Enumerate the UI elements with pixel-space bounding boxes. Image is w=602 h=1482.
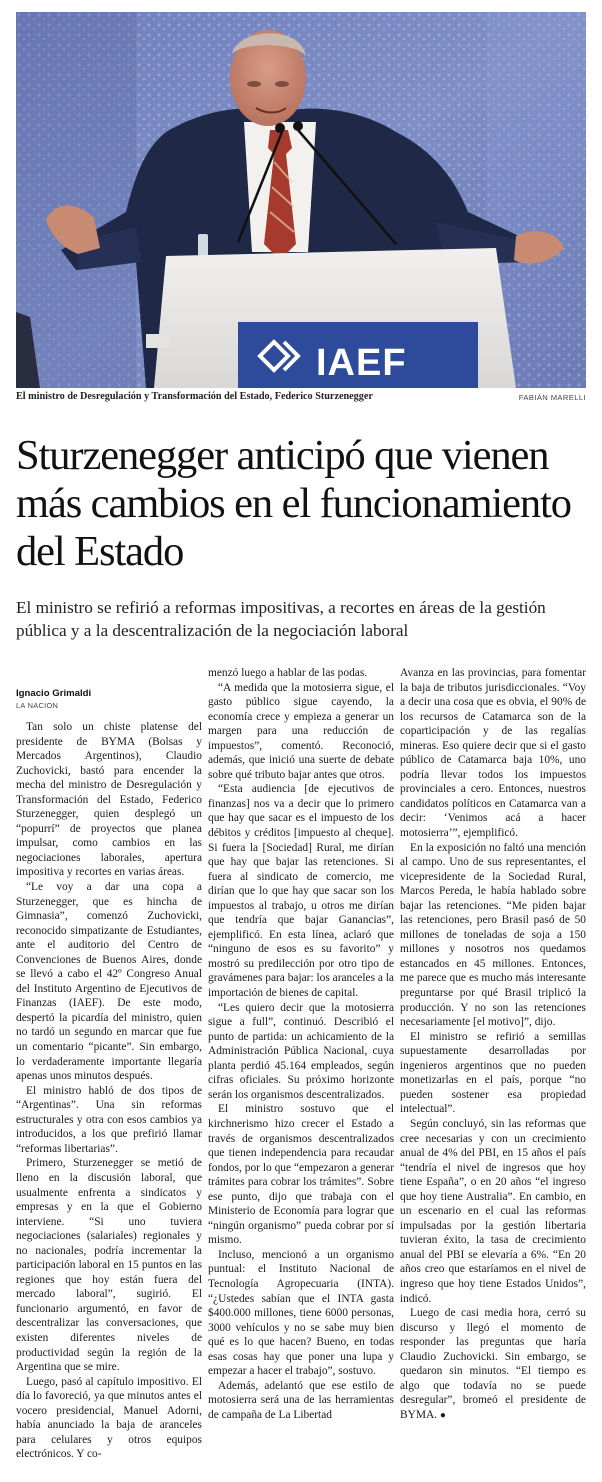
paragraph: “Les quiero decir que la motosierra sigue a full”, continuó. Describió el punto de partida: un achicamiento de la Administración Pública Nacional, cuya planta perdió 45.164 empleados, según cifras oficiales. Su próximo horizonte serán los organismos descentralizados.	[208, 1001, 394, 1101]
paragraph: Además, adelantó que ese estilo de motosierra será una de las herramientas de campaña de La Libertad	[208, 1379, 394, 1421]
paragraph: El ministro sostuvo que el kirchnerismo hizo crecer el Estado a través de organismos descentralizados que tienen independencia para recaudar fondos, por lo que “empezaron a generar trámites para cobrar los trámites”. Sobre ese punto, dijo que trabaja con el Ministerio de Economía para lograr que “ningún organismo” pueda cobrar por sí mismo.	[208, 1103, 394, 1247]
end-mark-icon: ●	[439, 1409, 446, 1421]
paragraph: “Esta audiencia [de ejecutivos de finanzas] nos va a decir que lo primero que hay que sacar es el impuesto de los débitos y créditos [impuesto al cheque]. Si fuera la [Sociedad] Rural, me dirían que hay que bajar las retenciones. Si fuera al sindicato de comercio, me dirían que lo que hay que sacar son los impuestos al trabajo, u otros me dirían que tendría que bajar Ganancias”, ejemplificó. En esta línea, aclaró que “ninguno de esos es su favorito” y mostró su predilección por otro tipo de gravámenes para bajar: los aranceles a la importación de bienes de capital.	[208, 783, 394, 1000]
speaker-photo	[16, 12, 586, 388]
photo-caption: El ministro de Desregulación y Transformación del Estado, Federico Sturzenegger	[16, 391, 373, 402]
article-column-1	[16, 666, 202, 1462]
headline: Sturzenegger anticipó que vienen más cambios en el funcionamiento del Estado	[16, 432, 571, 575]
article-column-2	[208, 666, 394, 1422]
paragraph: Incluso, mencionó a un organismo puntual: el Instituto Nacional de Tecnología Agropecuaria (INTA). “¿Ustedes sabían que el INTA gasta $400.000 millones, tiene 6000 personas, 3000 vehículos y no se sabe muy bien qué es lo que hacen? Bueno, en todas esas cosas hay que poner una lupa y empezar a hacer el trabajo”, sostuvo.	[208, 1248, 394, 1378]
photo-credit: FABIÁN MARELLI	[518, 393, 586, 402]
photo-caption-bar	[16, 390, 586, 406]
last-paragraph-text: Luego de casi media hora, cerró su discurso y llegó el momento de responder las preguntas que haría Claudio Zuchovicki. Sin embargo, se quedaron sin minutos. “El tiempo es algo que todavía no se puede desregular”, bromeó el presidente de BYMA.	[400, 1307, 586, 1421]
paragraph: “Le voy a dar una copa a Sturzenegger, que es hincha de Gimnasia”, comenzó Zuchovicki, reconocido simpatizante de Estudiantes, ante el auditorio del Centro de Convenciones de Buenos Aires, donde se llevó a cabo el 42º Congreso Anual del Instituto Argentino de Ejecutivos de Finanzas (IAEF). De este modo, despertó la picardía del ministro, quien no tardó un segundo en marcar que fue un comentario “picante”. Sin embargo, lo verdaderamente importante llegaría apenas unos minutos después.	[16, 881, 202, 1083]
article-photo	[16, 12, 586, 388]
article-column-3	[400, 666, 586, 1423]
byline-outlet: LA NACION	[16, 701, 59, 710]
lectern-logo-text: IAEF	[316, 342, 407, 384]
paragraph: En la exposición no faltó una mención al campo. Uno de sus representantes, el vicepresidente de la Sociedad Rural, Marcos Pereda, le había hablado sobre bajar las retenciones. “Me piden bajar las retenciones, pero Brasil pasó de 50 millones de toneladas de soja a 150 millones y nosotros nos quedamos estancados en 45 millones. Entonces, me parece que es mucho más interesante preguntarse por qué Brasil triplicó la producción. Y no son las retenciones necesariamente [el motivo]”, dijo.	[400, 841, 586, 1029]
paragraph: El ministro se refirió a semillas supuestamente desarrolladas por ingenieros argentinos que no pueden monetizarlas en el país, porque “no pueden sostener esa propiedad intelectual”.	[400, 1030, 586, 1116]
deck: El ministro se refirió a reformas impositivas, a recortes en áreas de la gestión pública y a la descentralización de la negociación laboral	[16, 598, 546, 640]
paragraph: “A medida que la motosierra sigue, el gasto público sigue cayendo, la economía crece y empieza a generar un margen para una reducción de impuestos”, comentó. Reconoció, además, que inició una suerte de debate sobre qué tributo bajar antes que otros.	[208, 681, 394, 781]
paragraph: Según concluyó, sin las reformas que cree necesarias y con un crecimiento anual de 4% del PBI, en 15 años el país “tendría el nivel de ingresos que hoy tiene España”, o en 20 años “el ingreso que hoy tiene Australia”. En cambio, en un escenario en el cual las reformas impulsadas por la gestión libertaria tuvieran éxito, la tasa de crecimiento anual del PBI se elevaría a 6%. “En 20 años creo que estaríamos en el nivel de ingreso que hoy tiene Estados Unidos”, indicó.	[400, 1117, 586, 1305]
paragraph: Luego, pasó al capítulo impositivo. El día lo favoreció, ya que minutos antes el vocero presidencial, Manuel Adorni, había anunciado la baja de aranceles para celulares y otros equipos electrónicos. Y co-	[16, 1375, 202, 1461]
paragraph: menzó luego a hablar de las podas.	[208, 667, 368, 679]
paragraph: Avanza en las provincias, para fomentar la baja de tributos jurisdiccionales. “Voy a decir una cosa que es obvia, el 90% de los recursos de Catamarca son de la coparticipación y de las regalías mineras. Eso quiere decir que si el gasto público de Catamarca baja 10%, uno podría llevar todos los impuestos provinciales a cero. Entonces, nuestros candidatos políticos en Catamarca van a decir: ‘Venimos acá a hacer motosierra’”, ejemplificó.	[400, 667, 586, 840]
paragraph: Primero, Sturzenegger se metió de lleno en la discusión laboral, que usualmente enfrenta a sindicatos y empresas y en la que el Gobierno interviene. “Si uno tuviera negociaciones (salariales) regionales y no nacionales, podría incrementar la participación laboral en 15 puntos en las regiones que hoy están fuera del mercado laboral”, sugirió. El funcionario argumentó, en favor de descentralizar las conversaciones, que existen diferentes niveles de productividad según la región de la Argentina que se mire.	[16, 1157, 202, 1374]
paragraph: Tan solo un chiste platense del presidente de BYMA (Bolsas y Mercados Argentinos), Claudio Zuchovicki, bastó para encender la mecha del ministro de Desregulación y Transformación del Estado, Federico Sturzenegger, quien desplegó un “popurrí” de proyectos que planea impulsar, como cambios en las negociaciones laborales, apertura impositiva y recortes en varias áreas.	[16, 721, 202, 879]
paragraph	[400, 1306, 586, 1423]
paragraph: El ministro habló de dos tipos de “Argentinas”. Una sin reformas estructurales y otra con esos cambios ya introducidos, a los que prefirió llamar “reformas libertarias”.	[16, 1084, 202, 1155]
byline-author: Ignacio Grimaldi	[16, 688, 92, 699]
